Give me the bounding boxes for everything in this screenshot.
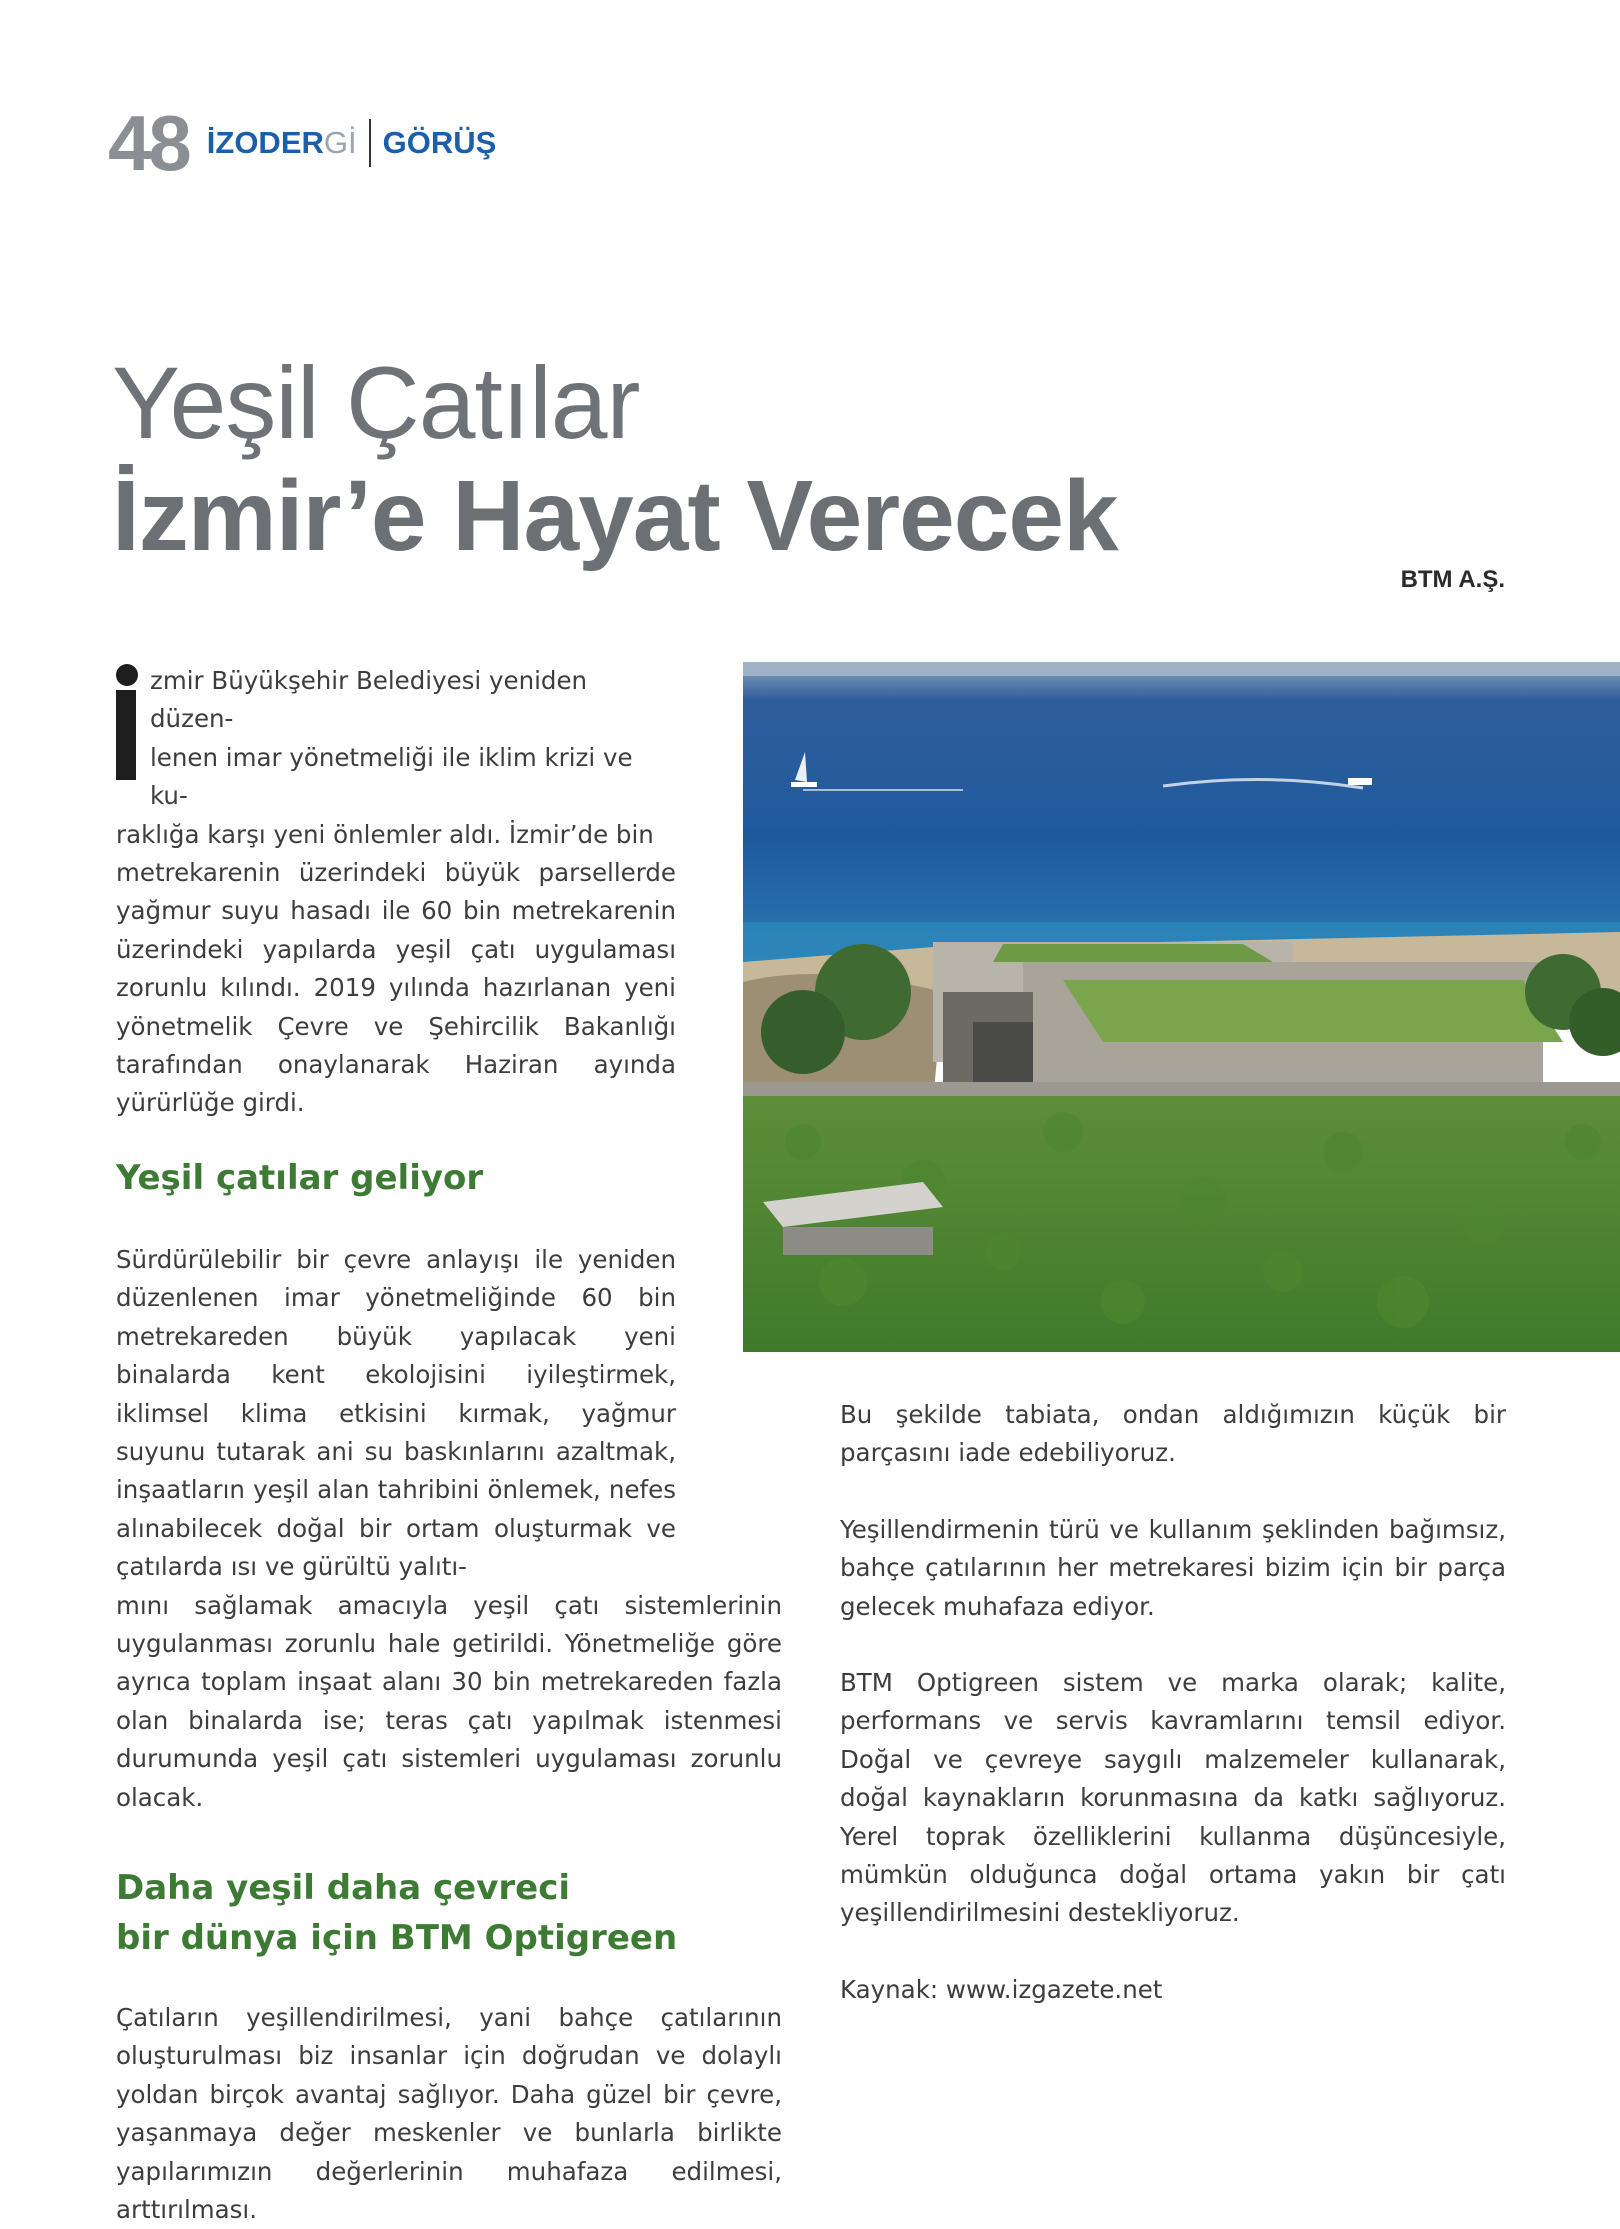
- article-title-line1: Yeşil Çatılar: [112, 346, 640, 460]
- intro-block: [116, 662, 676, 1123]
- header-divider: [369, 119, 371, 167]
- heading-yesil-catilar: Yeşil çatılar geliyor: [116, 1157, 484, 1198]
- paragraph-2a: Sürdürülebilir bir çevre anlayışı ile yeniden düzenlenen imar yönetmeliğinde 60 bin metrekareden büyük yapılacak yeni binalarda kent ekolojisini iyileştirmek, iklimsel klima etkisini kırmak, yağmur suyunu tutarak ani su baskınlarını azaltmak, inşaatların yeşil alan tahribini önlemek, nefes alınabilecek doğal bir ortam oluşturmak ve çatılarda ısı ve gürültü yalıtı-: [116, 1244, 676, 1582]
- page-header: [108, 99, 497, 187]
- section-label: GÖRÜŞ: [382, 125, 497, 160]
- right-column: [840, 1396, 1506, 2009]
- heading-btm-line1: Daha yeşil daha çevreci: [116, 1867, 571, 1908]
- paragraph-3: Çatıların yeşillendirilmesi, yani bahçe çatılarının oluşturulması biz insanlar için doğrudan ve dolaylı yoldan birçok avantaj sağlıyor. Daha güzel bir çevre, yaşanmaya değer meskenler ve bunlarla birlikte yapılarımızın değerlerinin muhafaza edilmesi, arttırılması.: [116, 2002, 782, 2224]
- dropcap-i: [116, 664, 138, 780]
- source-line: Kaynak: www.izgazete.net: [840, 1974, 1163, 2004]
- paragraph-6: BTM Optigreen sistem ve marka olarak; kalite, performans ve servis kavramlarını temsil ediyor. Doğal ve çevreye saygılı malzemeler kullanarak, doğal kaynakların korunmasına da katkı sağlıyoruz. Yerel toprak özelliklerini kullanma düşüncesiyle, mümkün olduğunca doğal ortama yakın bir çatı yeşillendirilmesini destekliyoruz.: [840, 1668, 1506, 1928]
- intro-line-2: lenen imar yönetmeliği ile iklim krizi ve ku-: [150, 742, 633, 811]
- intro-line-1: zmir Büyükşehir Belediyesi yeniden düzen-: [150, 666, 588, 734]
- intro-paragraph: metrekarenin üzerindeki büyük parsellerde yağmur suyu hasadı ile 60 bin metrekarenin üzerindeki yapılarda yeşil çatı uygulaması zorunlu kılındı. 2019 yılında hazırlanan yeni yönetmelik Çevre ve Şehircilik Bakanlığı tarafından onaylanarak Haziran ayında yürürlüğe girdi.: [116, 858, 676, 1118]
- paragraph-2b: mını sağlamak amacıyla yeşil çatı sistemlerinin uygulanması zorunlu hale getirildi. Yönetmeliğe göre ayrıca toplam inşaat alanı 30 bin metrekareden fazla olan binalarda ise; teras çatı yapılmak istenmesi durumunda yeşil çatı sistemleri uygulaması zorunlu olacak.: [116, 1590, 782, 1812]
- left-column: [116, 662, 782, 2229]
- green-roof-photo: [743, 662, 1620, 1352]
- paragraph-5: Yeşillendirmenin türü ve kullanım şeklinden bağımsız, bahçe çatılarının her metrekaresi bizim için bir parça gelecek muhafaza ediyor.: [840, 1514, 1506, 1621]
- brand-main: İZODER: [206, 125, 324, 160]
- heading-btm-line2: bir dünya için BTM Optigreen: [116, 1917, 678, 1958]
- article-title-line2: İzmir’e Hayat Verecek: [112, 460, 1118, 572]
- brand-suffix: Gİ: [323, 125, 357, 160]
- paragraph-4: Bu şekilde tabiata, ondan aldığımızın küçük bir parçasını iade edebiliyoruz.: [840, 1400, 1506, 1468]
- magazine-brand: [207, 125, 357, 161]
- article-author: BTM A.Ş.: [1400, 566, 1505, 593]
- intro-line-3: raklığa karşı yeni önlemler aldı. İzmir’de bin: [116, 819, 654, 849]
- page-number: 48: [108, 99, 189, 187]
